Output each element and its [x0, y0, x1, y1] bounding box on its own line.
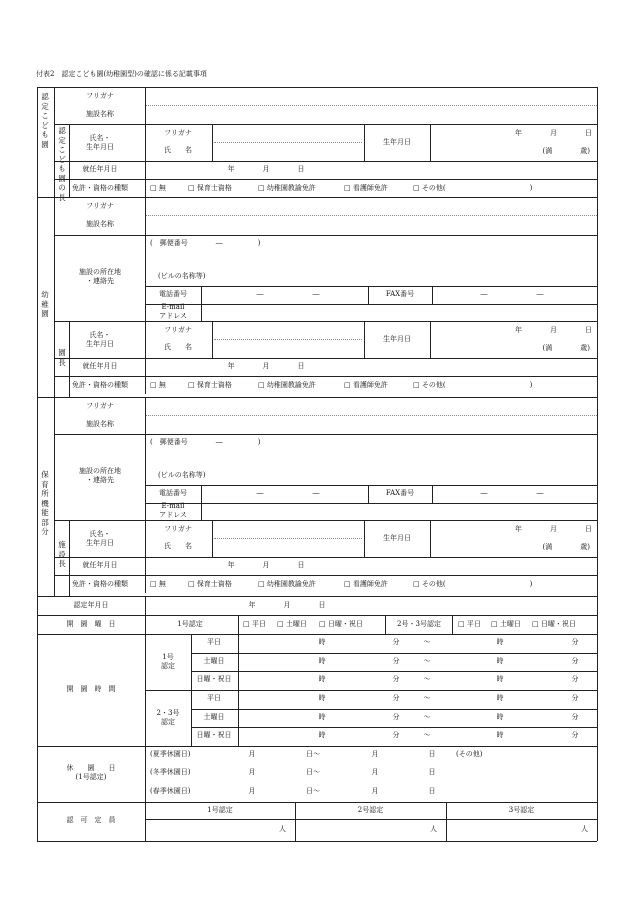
- minute-end-value[interactable]: 分: [571, 656, 579, 665]
- rule-v: [432, 286, 433, 304]
- capacity-value-0[interactable]: 人: [279, 825, 286, 833]
- minute-end-value[interactable]: 分: [571, 694, 579, 702]
- open-hours-label: 開 園 時 間: [66, 685, 116, 693]
- age-value[interactable]: (満 歳): [542, 344, 590, 352]
- rule-h: [37, 197, 597, 198]
- hour-end-value[interactable]: 時: [496, 694, 504, 702]
- rule-v: [145, 615, 146, 634]
- rule-v: [452, 615, 453, 634]
- minute-start-value[interactable]: 分: [392, 712, 400, 721]
- rule-h: [37, 841, 597, 842]
- tel-label: 電話番号: [159, 290, 187, 298]
- name-birth-label: 氏名・ 生年月日: [86, 331, 114, 348]
- license-option-2[interactable]: □ 幼稚園教諭免許: [258, 580, 316, 588]
- rule-h: [191, 653, 597, 654]
- rule-v: [597, 87, 598, 841]
- furigana-label: フリガナ: [164, 525, 192, 533]
- building-name-field[interactable]: (ビルの名称等): [158, 471, 206, 479]
- holiday-from-month[interactable]: 月: [248, 750, 256, 758]
- minute-end-value[interactable]: 分: [571, 712, 579, 721]
- email-label: E-mail アドレス: [159, 502, 187, 519]
- range-tilde: ～: [423, 731, 431, 740]
- open-hours-day-2: 日曜・祝日: [196, 675, 232, 684]
- hour-end-value[interactable]: 時: [496, 656, 504, 665]
- furigana-label: フリガナ: [86, 402, 114, 410]
- range-tilde: ～: [423, 712, 431, 721]
- rule-v: [212, 321, 213, 358]
- minute-end-value[interactable]: 分: [571, 675, 579, 684]
- license-option-3[interactable]: □ 看護師免許: [344, 580, 388, 588]
- rule-h: [191, 671, 597, 672]
- holiday-to-day[interactable]: 日: [428, 786, 436, 795]
- license-option-1[interactable]: □ 保育士資格: [188, 381, 232, 389]
- hour-start-value[interactable]: 時: [318, 712, 326, 721]
- hour-start-value[interactable]: 時: [318, 731, 326, 740]
- rule-h: [54, 235, 597, 236]
- postal-code-field[interactable]: ( 郵便番号 ― ): [150, 438, 261, 446]
- rule-v: [432, 485, 433, 503]
- rule-h: [37, 615, 597, 616]
- license-option-1[interactable]: □ 保育士資格: [188, 580, 232, 588]
- rule-h: [145, 503, 597, 504]
- rule-v: [430, 520, 431, 557]
- holiday-to-day[interactable]: 日: [428, 750, 436, 758]
- open-day-23-opt-1[interactable]: □ 土曜日: [491, 620, 521, 628]
- open-day-23-opt-0[interactable]: □ 平日: [458, 620, 481, 628]
- license-option-0[interactable]: □ 無: [150, 184, 166, 192]
- facility-name-label: 施設名称: [86, 110, 114, 118]
- fax-value[interactable]: ― ―: [480, 489, 544, 497]
- rule-h: [37, 397, 597, 398]
- holiday-from-day[interactable]: 日～: [306, 768, 320, 777]
- section-chief: 園長: [58, 348, 66, 367]
- rule-h: [54, 575, 597, 576]
- holiday-from-day[interactable]: 日～: [306, 750, 320, 758]
- holiday-from-month[interactable]: 月: [248, 768, 256, 777]
- input-line[interactable]: [214, 142, 362, 143]
- rule-v: [145, 197, 146, 235]
- holiday-to-month[interactable]: 月: [371, 750, 379, 758]
- rule-h: [54, 557, 597, 558]
- license-kind-label: 免許・資格の種類: [72, 184, 128, 192]
- rule-v: [69, 321, 70, 397]
- rule-h: [37, 87, 597, 88]
- furigana-label: フリガナ: [164, 129, 192, 137]
- license-kind-label: 免許・資格の種類: [72, 381, 128, 389]
- open-day-1-opt-1[interactable]: □ 土曜日: [277, 620, 307, 628]
- rule-v: [54, 397, 55, 596]
- rule-v: [145, 321, 146, 358]
- section-youchien: 幼稚園: [41, 290, 49, 318]
- section-hoiku: 保育所機能部分: [41, 470, 49, 536]
- rule-v: [54, 87, 55, 197]
- rule-h: [145, 304, 597, 305]
- fax-value[interactable]: ― ―: [480, 290, 544, 298]
- rule-h: [145, 485, 597, 486]
- section-kodomoen: 認定こども園: [41, 92, 49, 149]
- open-days-class1: 1号認定: [177, 620, 203, 628]
- tel-label: 電話番号: [159, 489, 187, 497]
- rule-h: [37, 802, 597, 803]
- cert-date-value[interactable]: 年 月 日: [248, 601, 326, 609]
- rule-h: [145, 819, 597, 820]
- holiday-to-month[interactable]: 月: [371, 786, 379, 795]
- email-label: E-mail アドレス: [159, 303, 187, 320]
- rule-v: [364, 520, 365, 557]
- appointed-date-value[interactable]: 年 月 日: [227, 362, 305, 370]
- rule-v: [446, 802, 447, 841]
- input-line[interactable]: [146, 215, 597, 216]
- birth-label: 生年月日: [383, 335, 411, 343]
- rule-v: [69, 520, 70, 596]
- capacity-label: 認 可 定 員: [66, 816, 116, 824]
- name-birth-label: 氏名・ 生年月日: [86, 530, 114, 547]
- rule-v: [238, 615, 239, 634]
- rule-v: [385, 615, 386, 634]
- rule-v: [430, 124, 431, 161]
- rule-v: [145, 87, 146, 125]
- fax-label: FAX番号: [385, 290, 415, 298]
- license-option-0[interactable]: □ 無: [150, 381, 166, 389]
- hour-start-value[interactable]: 時: [318, 656, 326, 665]
- minute-start-value[interactable]: 分: [392, 694, 400, 702]
- rule-v: [295, 802, 296, 841]
- hour-start-value[interactable]: 時: [318, 638, 326, 646]
- rule-v: [191, 690, 192, 746]
- birth-label: 生年月日: [383, 534, 411, 542]
- rule-h: [37, 746, 597, 747]
- rule-v: [368, 286, 369, 304]
- rule-v: [145, 434, 146, 520]
- capacity-col-0: 1号認定: [207, 806, 233, 814]
- range-tilde: ～: [423, 675, 431, 684]
- open-hours-day-1: 土曜日: [203, 656, 225, 665]
- rule-h: [54, 124, 597, 125]
- open-day-23-opt-2[interactable]: □ 日曜・祝日: [532, 620, 576, 628]
- rule-h: [145, 286, 597, 287]
- license-option-2[interactable]: □ 幼稚園教諭免許: [258, 381, 316, 389]
- range-tilde: ～: [423, 656, 431, 665]
- holiday-season-0: (夏季休園日): [150, 750, 191, 758]
- appointed-date-value[interactable]: 年 月 日: [227, 165, 305, 173]
- hour-end-value[interactable]: 時: [496, 675, 504, 684]
- tel-value[interactable]: ― ―: [256, 290, 320, 298]
- birth-date-value[interactable]: 年 月 日: [515, 129, 592, 137]
- license-option-4[interactable]: □ その他( ): [413, 580, 533, 588]
- minute-start-value[interactable]: 分: [392, 656, 400, 665]
- rule-v: [54, 197, 55, 397]
- open-day-1-opt-0[interactable]: □ 平日: [243, 620, 266, 628]
- rule-v: [145, 124, 146, 161]
- rule-h: [54, 520, 597, 521]
- holidays-label: 休 園 日 (1号認定): [66, 764, 116, 781]
- license-option-2[interactable]: □ 幼稚園教諭免許: [258, 184, 316, 192]
- rule-v: [145, 557, 146, 575]
- location-label: 施設の所在地 ・連絡先: [79, 467, 121, 484]
- facility-name-label: 施設名称: [86, 220, 114, 228]
- rule-v: [145, 235, 146, 321]
- rule-v: [145, 575, 146, 593]
- furigana-label: フリガナ: [164, 326, 192, 334]
- section-kodomoen-chief: 認定こども園の長: [58, 126, 66, 202]
- open-hours-day-2: 日曜・祝日: [196, 731, 232, 740]
- building-name-field[interactable]: (ビルの名称等): [158, 272, 206, 280]
- holiday-season-2: (春季休園日): [150, 786, 191, 795]
- minute-start-value[interactable]: 分: [392, 675, 400, 684]
- open-hours-day-0: 平日: [207, 694, 221, 702]
- fax-label: FAX番号: [385, 489, 415, 497]
- open-day-1-opt-2[interactable]: □ 日曜・祝日: [319, 620, 363, 628]
- hour-start-value[interactable]: 時: [318, 694, 326, 702]
- range-tilde: ～: [423, 694, 431, 702]
- license-option-4[interactable]: □ その他( ): [413, 184, 533, 192]
- rule-v: [145, 179, 146, 197]
- input-line[interactable]: [214, 538, 362, 539]
- rule-v: [364, 124, 365, 161]
- birth-date-value[interactable]: 年 月 日: [515, 326, 592, 334]
- minute-end-value[interactable]: 分: [571, 638, 579, 646]
- shimei-label: 氏 名: [164, 542, 192, 550]
- license-option-0[interactable]: □ 無: [150, 580, 166, 588]
- rule-v: [37, 87, 38, 841]
- rule-h: [191, 727, 597, 728]
- minute-start-value[interactable]: 分: [392, 731, 400, 740]
- age-value[interactable]: (満 歳): [542, 147, 590, 155]
- rule-v: [145, 596, 146, 615]
- rule-v: [145, 520, 146, 557]
- rule-v: [145, 161, 146, 179]
- location-label: 施設の所在地 ・連絡先: [79, 268, 121, 285]
- rule-v: [145, 397, 146, 435]
- rule-h: [54, 358, 597, 359]
- appointed-date-label: 就任年月日: [82, 362, 118, 370]
- open-hours-day-1: 土曜日: [203, 712, 225, 721]
- rule-h: [54, 179, 597, 180]
- open-hours-day-0: 平日: [207, 638, 221, 646]
- shimei-label: 氏 名: [164, 343, 192, 351]
- rule-v: [145, 802, 146, 841]
- birth-date-value[interactable]: 年 月 日: [515, 525, 592, 533]
- minute-end-value[interactable]: 分: [571, 731, 579, 740]
- rule-v: [145, 376, 146, 394]
- holiday-from-month[interactable]: 月: [248, 786, 256, 795]
- hour-end-value[interactable]: 時: [496, 731, 504, 740]
- section-facility-chief: 施設長: [58, 540, 66, 568]
- age-value[interactable]: (満 歳): [542, 543, 590, 551]
- capacity-value-1[interactable]: 人: [430, 825, 437, 833]
- rule-v: [145, 746, 146, 802]
- license-kind-label: 免許・資格の種類: [72, 580, 128, 588]
- rule-v: [430, 321, 431, 358]
- holiday-from-day[interactable]: 日～: [306, 786, 320, 795]
- hour-start-value[interactable]: 時: [318, 675, 326, 684]
- tel-value[interactable]: ― ―: [256, 489, 320, 497]
- appointed-date-value[interactable]: 年 月 日: [227, 561, 305, 569]
- license-option-1[interactable]: □ 保育士資格: [188, 184, 232, 192]
- rule-h: [37, 634, 597, 635]
- rule-v: [212, 124, 213, 161]
- capacity-value-2[interactable]: 人: [581, 825, 588, 833]
- hour-end-value[interactable]: 時: [496, 712, 504, 721]
- facility-name-label: 施設名称: [86, 420, 114, 428]
- postal-code-field[interactable]: ( 郵便番号 ― ): [150, 239, 261, 247]
- open-days-class23: 2号・3号認定: [397, 620, 441, 628]
- furigana-label: フリガナ: [86, 92, 114, 100]
- form-title: 付表2 認定こども園(幼稚園型)の確認に係る記載事項: [36, 70, 207, 78]
- birth-label: 生年月日: [383, 138, 411, 146]
- furigana-label: フリガナ: [86, 202, 114, 210]
- rule-h: [54, 321, 597, 322]
- appointed-date-label: 就任年月日: [82, 561, 118, 569]
- input-line[interactable]: [146, 415, 597, 416]
- open-hours-group1: 1号 認定: [161, 653, 175, 670]
- license-option-4[interactable]: □ その他( ): [413, 381, 533, 389]
- rule-h: [54, 161, 597, 162]
- input-line[interactable]: [214, 339, 362, 340]
- rule-v: [191, 634, 192, 690]
- rule-v: [212, 520, 213, 557]
- rule-h: [191, 709, 597, 710]
- capacity-col-1: 2号認定: [357, 806, 384, 814]
- holiday-season-1: (冬季休園日): [150, 768, 191, 777]
- license-option-3[interactable]: □ 看護師免許: [344, 381, 388, 389]
- minute-start-value[interactable]: 分: [392, 638, 400, 646]
- rule-h: [54, 434, 597, 435]
- capacity-col-2: 3号認定: [508, 806, 535, 814]
- range-tilde: ～: [423, 638, 431, 646]
- rule-h: [37, 596, 597, 597]
- hour-end-value[interactable]: 時: [496, 638, 504, 646]
- appointed-date-label: 就任年月日: [82, 165, 118, 173]
- rule-h: [145, 690, 597, 691]
- license-option-3[interactable]: □ 看護師免許: [344, 184, 388, 192]
- rule-v: [364, 321, 365, 358]
- rule-h: [54, 376, 597, 377]
- open-days-label: 開 園 曜 日: [66, 620, 116, 628]
- rule-v: [238, 634, 239, 690]
- rule-v: [238, 690, 239, 746]
- rule-v: [145, 358, 146, 376]
- rule-v: [368, 485, 369, 503]
- holiday-other[interactable]: (その他): [456, 750, 483, 758]
- cert-date-label: 認定年月日: [73, 601, 109, 609]
- open-hours-group23: 2・3号 認定: [156, 709, 180, 726]
- holiday-to-month[interactable]: 月: [371, 768, 379, 777]
- shimei-label: 氏 名: [164, 146, 192, 154]
- input-line[interactable]: [146, 105, 597, 106]
- name-birth-label: 氏名・ 生年月日: [86, 134, 114, 151]
- holiday-to-day[interactable]: 日: [428, 768, 436, 777]
